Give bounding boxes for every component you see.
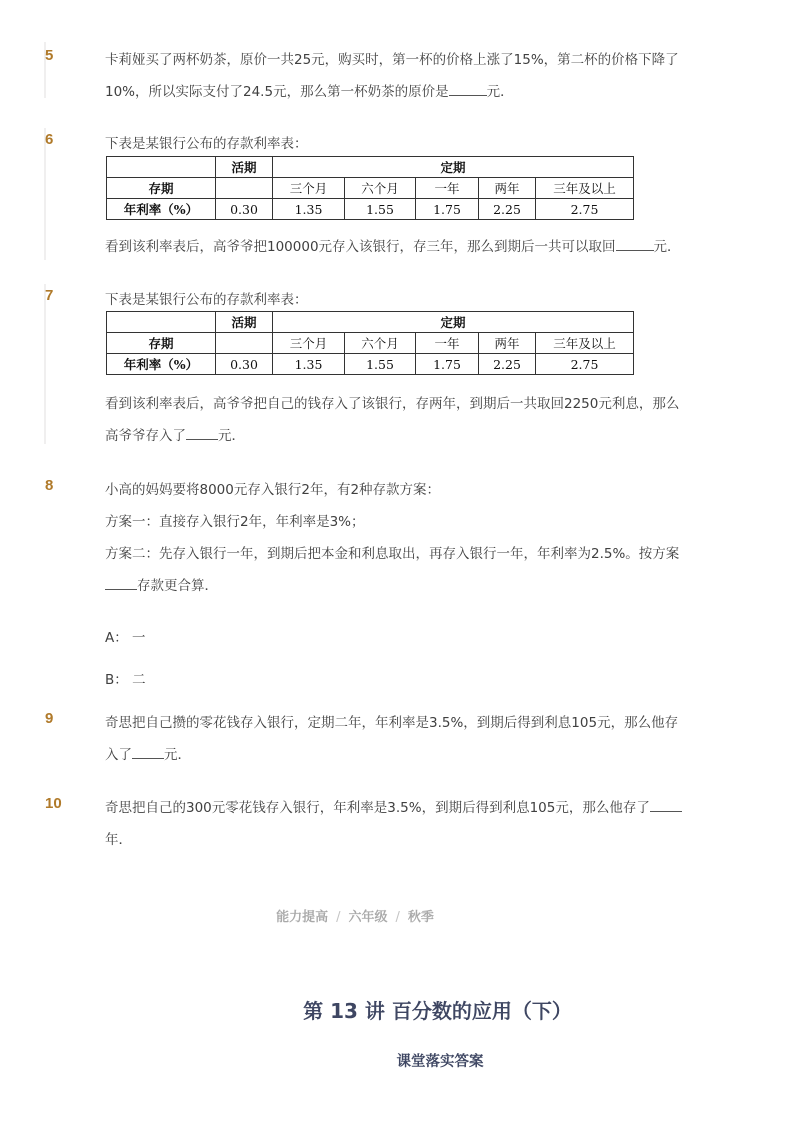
answer-blank[interactable] (449, 83, 487, 96)
footer-tags (0, 906, 710, 925)
rate-cell: 2.25 (479, 199, 536, 220)
dingqi-header: 定期 (273, 312, 634, 333)
rate-cell: 1.35 (273, 354, 345, 375)
question-9-text-a: 入了 (105, 747, 132, 763)
option-label: A： (105, 630, 128, 646)
question-6-text-a: 看到该利率表后，高爷爷把100000元存入该银行，存三年，那么到期后一共可以取回 (105, 239, 616, 255)
period-cell: 三年及以上 (536, 333, 634, 354)
question-8-number: 8 (45, 477, 54, 494)
footer-tag-1: 能力提高 (276, 910, 329, 925)
question-5-text-a: 10%，所以实际支付了24.5元，那么第一杯奶茶的原价是 (105, 84, 449, 100)
huoqi-header: 活期 (216, 157, 273, 178)
question-6-after (105, 235, 681, 255)
rate-label: 年利率（%） (107, 354, 216, 375)
period-label: 存期 (107, 333, 216, 354)
period-cell: 三年及以上 (536, 178, 634, 199)
rate-cell: 1.75 (416, 199, 479, 220)
answer-blank[interactable] (132, 746, 164, 759)
rate-cell: 1.55 (345, 354, 416, 375)
question-10-text-a: 奇思把自己的300元零花钱存入银行，年利率是3.5%，到期后得到利息105元，那么他存了 (105, 800, 650, 816)
footer-tag-2: 六年级 (348, 910, 388, 925)
rate-label: 年利率（%） (107, 199, 216, 220)
question-10-number: 10 (45, 795, 62, 812)
question-9-line1: 奇思把自己攒的零花钱存入银行，定期二年，年利率是3.5%，到期后得到利息105元，那么他存 (105, 715, 679, 731)
footer-separator: / (336, 910, 341, 925)
question-6-intro: 下表是某银行公布的存款利率表： (105, 136, 308, 152)
huoqi-header: 活期 (216, 312, 273, 333)
rate-table-q7 (106, 311, 634, 375)
question-7-number: 7 (45, 287, 54, 304)
period-cell: 两年 (479, 333, 536, 354)
question-7-intro: 下表是某银行公布的存款利率表： (105, 292, 308, 308)
table-corner (107, 157, 216, 178)
question-8-line3: 方案二：先存入银行一年，到期后把本金和利息取出，再存入银行一年，年利率为2.5%。按方案 (105, 546, 680, 562)
question-8-line1: 小高的妈妈要将8000元存入银行2年，有2种存款方案： (105, 482, 441, 498)
question-6-text-b: 元． (653, 239, 681, 255)
answer-blank[interactable] (105, 577, 137, 590)
option-text: 一 (132, 630, 146, 646)
question-5-number: 5 (45, 47, 54, 64)
rate-table-q6 (106, 156, 634, 220)
period-cell: 三个月 (273, 333, 345, 354)
period-label: 存期 (107, 178, 216, 199)
period-cell: 三个月 (273, 178, 345, 199)
question-5-text-b: 元． (486, 84, 514, 100)
option-label: B： (105, 672, 128, 688)
question-7-text-a: 高爷爷存入了 (105, 428, 186, 444)
answer-blank[interactable] (650, 799, 682, 812)
option-b[interactable] (105, 668, 146, 688)
question-5-text-line1: 卡莉娅买了两杯奶茶，原价一共25元，购买时，第一杯的价格上涨了15%，第二杯的价格下降了 (105, 52, 679, 68)
question-9-number: 9 (45, 710, 54, 727)
footer-separator: / (395, 910, 400, 925)
question-10-line1 (105, 796, 682, 816)
question-9-line2 (105, 743, 191, 763)
dingqi-header: 定期 (273, 157, 634, 178)
rate-cell: 2.75 (536, 354, 634, 375)
period-cell: 一年 (416, 178, 479, 199)
rate-cell: 1.35 (273, 199, 345, 220)
question-8-line2: 方案一：直接存入银行2年，年利率是3%； (105, 514, 365, 530)
table-corner (107, 312, 216, 333)
period-cell: 一年 (416, 333, 479, 354)
question-7-text-b: 元． (218, 428, 245, 444)
question-5-text-line2 (105, 80, 514, 100)
question-8-line4 (105, 574, 218, 594)
lesson-title: 第 13 讲 百分数的应用（下） (303, 999, 572, 1023)
period-cell: 六个月 (345, 178, 416, 199)
question-8-text-b: 存款更合算． (137, 578, 218, 594)
empty-cell (216, 178, 273, 199)
period-cell: 六个月 (345, 333, 416, 354)
answers-title: 课堂落实答案 (396, 1054, 484, 1070)
question-7-after-line2 (105, 424, 245, 444)
question-9-text-b: 元． (164, 747, 191, 763)
question-10-line2: 年． (105, 832, 132, 848)
rate-cell: 1.55 (345, 199, 416, 220)
rate-cell: 0.30 (216, 199, 273, 220)
footer-tag-3: 秋季 (407, 910, 434, 925)
rate-cell: 0.30 (216, 354, 273, 375)
answer-blank[interactable] (616, 238, 654, 251)
answer-blank[interactable] (186, 427, 218, 440)
option-a[interactable] (105, 626, 146, 646)
option-text: 二 (132, 672, 146, 688)
question-7-bar (44, 284, 46, 444)
question-7-after-line1: 看到该利率表后，高爷爷把自己的钱存入了该银行，存两年，到期后一共取回2250元利息，那么 (105, 396, 680, 412)
rate-cell: 2.25 (479, 354, 536, 375)
rate-cell: 2.75 (536, 199, 634, 220)
rate-cell: 1.75 (416, 354, 479, 375)
question-6-number: 6 (45, 131, 54, 148)
period-cell: 两年 (479, 178, 536, 199)
empty-cell (216, 333, 273, 354)
